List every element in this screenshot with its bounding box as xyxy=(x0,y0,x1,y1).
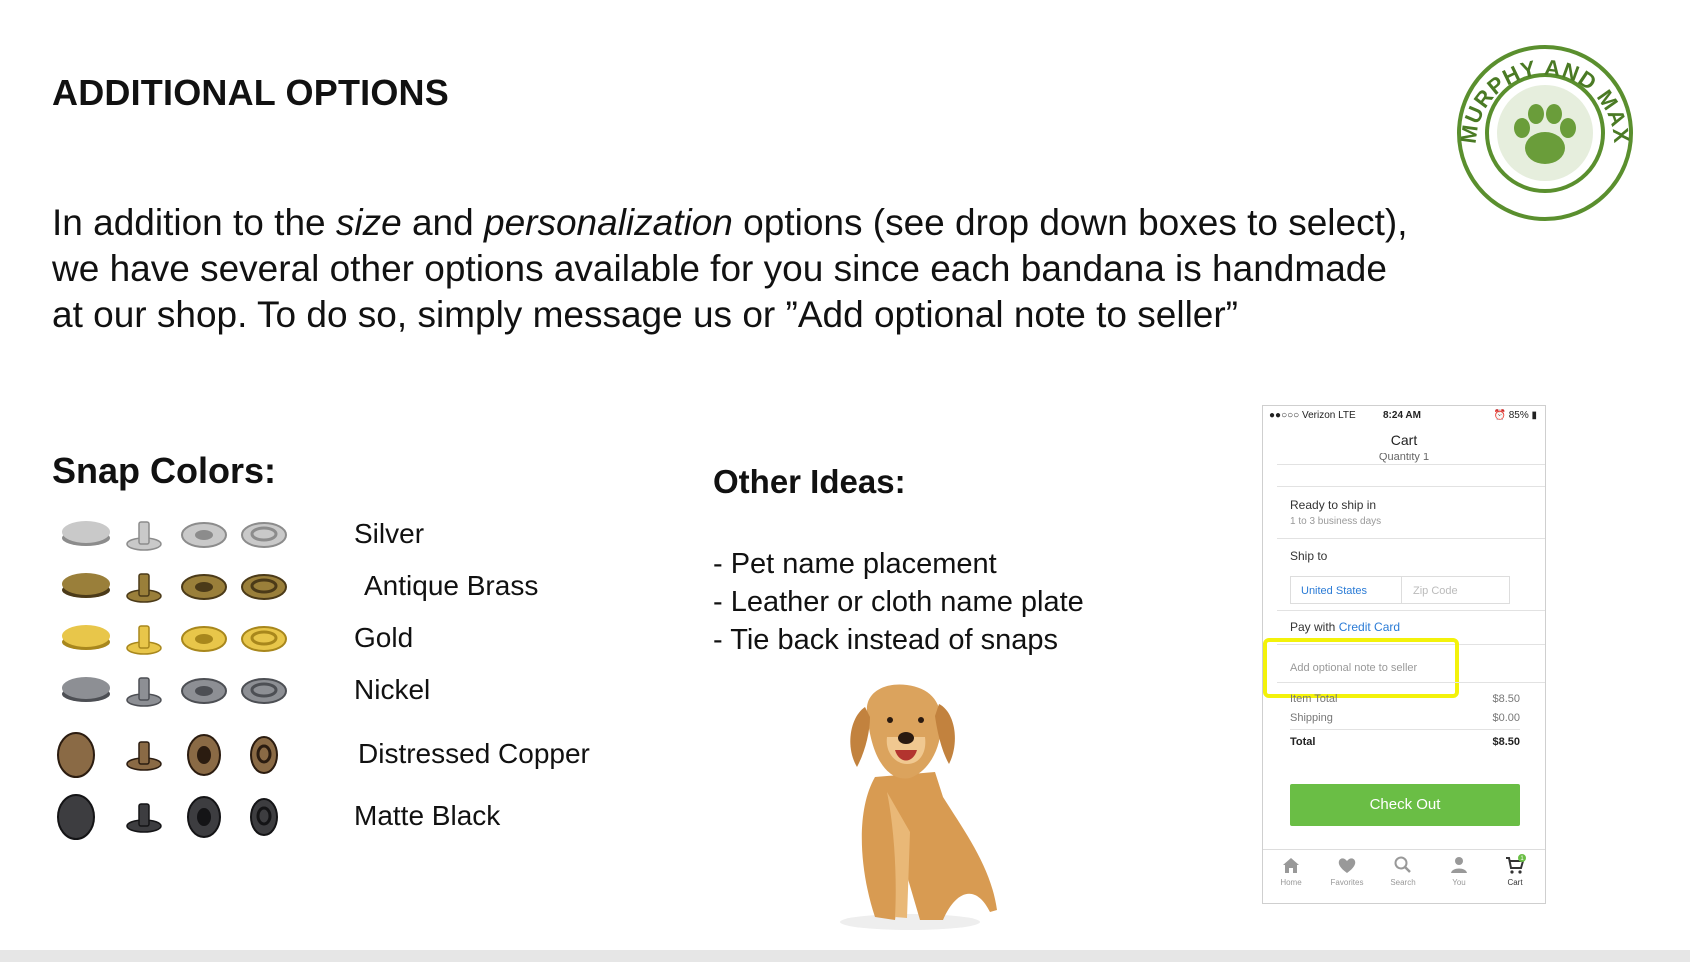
ship-to-select[interactable] xyxy=(1290,576,1510,604)
divider xyxy=(1277,610,1545,611)
snap-stud-icon xyxy=(251,799,277,835)
pay-with-label: Pay with xyxy=(1290,620,1336,634)
snap-cap-icon xyxy=(62,521,110,543)
snap-label-matte-black: Matte Black xyxy=(354,800,501,831)
intro-paragraph xyxy=(52,200,1412,338)
snap-row-antique-brass xyxy=(52,562,692,612)
snap-icons-distressed-copper xyxy=(52,730,312,780)
snap-colors-heading: Snap Colors: xyxy=(52,450,277,491)
zip-code-input[interactable]: Zip Code xyxy=(1413,585,1458,597)
snap-socket-icon xyxy=(195,582,213,592)
snap-cap-icon xyxy=(62,677,110,699)
snap-row-gold xyxy=(52,614,692,664)
item-total-value: $8.50 xyxy=(1492,693,1520,705)
snap-icons-silver xyxy=(52,510,312,560)
phone-tab-bar xyxy=(1263,849,1545,903)
divider xyxy=(1277,464,1545,465)
snap-socket-icon xyxy=(195,686,213,696)
snap-row-silver xyxy=(52,510,692,560)
idea-item: - Pet name placement xyxy=(713,548,997,580)
item-total-row xyxy=(1290,693,1520,705)
golden-retriever-image xyxy=(815,682,1005,932)
pay-with-row[interactable] xyxy=(1290,620,1400,634)
divider xyxy=(1290,729,1520,730)
intro-text-1: In addition to the xyxy=(52,202,336,243)
optional-note-input[interactable]: Add optional note to seller xyxy=(1290,662,1418,674)
snap-cap-icon xyxy=(58,795,94,839)
snap-post-icon xyxy=(139,742,149,764)
search-icon xyxy=(1392,854,1414,876)
cart-badge: 1 xyxy=(1520,856,1524,862)
snap-label-distressed-copper: Distressed Copper xyxy=(358,738,590,769)
idea-item: - Tie back instead of snaps xyxy=(713,624,1058,656)
carrier-text: ●●○○○ Verizon LTE xyxy=(1269,410,1356,421)
snap-row-matte-black xyxy=(52,792,692,842)
person-icon xyxy=(1448,854,1470,876)
phone-status-bar xyxy=(1263,406,1545,426)
snap-icons-nickel xyxy=(52,666,312,716)
snap-socket-icon xyxy=(197,746,211,764)
yellow-highlight-circle xyxy=(1263,638,1459,698)
ship-to-label: Ship to xyxy=(1290,549,1328,563)
tab-favorites[interactable] xyxy=(1319,854,1375,887)
murphy-and-max-logo xyxy=(1456,44,1634,222)
slide-title: ADDITIONAL OPTIONS xyxy=(52,72,449,113)
snap-cap-icon xyxy=(62,573,110,595)
shipping-row xyxy=(1290,712,1520,724)
other-ideas-list xyxy=(713,545,1084,659)
divider xyxy=(1277,682,1545,683)
snap-post-icon xyxy=(139,678,149,700)
snap-icons-matte-black xyxy=(52,792,312,842)
snap-label-gold: Gold xyxy=(354,622,414,653)
snap-cap-icon xyxy=(62,625,110,647)
tab-label: Cart xyxy=(1507,878,1523,887)
intro-em-size: size xyxy=(335,202,402,243)
country-select[interactable]: United States xyxy=(1301,585,1368,597)
check-out-button[interactable]: Check Out xyxy=(1290,784,1520,826)
snap-stud-icon xyxy=(251,737,277,773)
bottom-bar xyxy=(0,950,1690,962)
ready-sub: 1 to 3 business days xyxy=(1290,516,1382,527)
snap-socket-icon xyxy=(195,530,213,540)
tab-label: Search xyxy=(1390,878,1416,887)
snap-label-silver: Silver xyxy=(354,518,425,549)
total-value: $8.50 xyxy=(1492,736,1520,748)
snap-label-antique-brass: Antique Brass xyxy=(364,570,539,601)
tab-label: You xyxy=(1452,878,1466,887)
item-total-label: Item Total xyxy=(1290,693,1338,705)
tab-label: Favorites xyxy=(1330,878,1364,887)
home-icon xyxy=(1280,854,1302,876)
snap-cap-icon xyxy=(58,733,94,777)
intro-em-personalization: personalization xyxy=(484,202,733,243)
tab-cart[interactable] xyxy=(1487,854,1543,887)
tab-search[interactable] xyxy=(1375,854,1431,887)
ready-label: Ready to ship in xyxy=(1290,498,1377,512)
total-label: Total xyxy=(1290,736,1316,748)
pay-method-select[interactable]: Credit Card xyxy=(1338,620,1401,634)
snap-icons-antique-brass xyxy=(52,562,312,612)
snap-post-icon xyxy=(139,522,149,544)
tab-label: Home xyxy=(1280,878,1302,887)
intro-text-3: options (see drop down boxes to select), we have several other options available for you since each bandana is handmade at our shop. To do so, simply message us or ”Add optional note to seller” xyxy=(52,202,1408,335)
cart-icon xyxy=(1504,854,1526,876)
snap-row-nickel xyxy=(52,666,692,716)
quantity-text: Quantity 1 xyxy=(1378,453,1430,463)
tab-you[interactable] xyxy=(1431,854,1487,887)
snap-socket-icon xyxy=(197,808,211,826)
snap-icons-gold xyxy=(52,614,312,664)
tab-home[interactable] xyxy=(1263,854,1319,887)
total-row xyxy=(1290,736,1520,748)
snap-post-icon xyxy=(139,626,149,648)
shipping-label: Shipping xyxy=(1290,712,1333,724)
snap-post-icon xyxy=(139,804,149,826)
snap-post-icon xyxy=(139,574,149,596)
divider xyxy=(1401,577,1402,603)
snap-socket-icon xyxy=(195,634,213,644)
other-ideas-heading: Other Ideas: xyxy=(713,463,906,500)
divider xyxy=(1277,538,1545,539)
snap-row-distressed-copper xyxy=(52,730,692,780)
shipping-value: $0.00 xyxy=(1492,712,1520,724)
intro-text-2: and xyxy=(401,202,484,243)
divider xyxy=(1277,486,1545,487)
status-time: 8:24 AM xyxy=(1383,410,1421,421)
logo-text: MURPHY AND MAX xyxy=(1456,54,1634,145)
cart-title: Cart xyxy=(1390,432,1418,448)
idea-item: - Leather or cloth name plate xyxy=(713,586,1084,618)
heart-icon xyxy=(1336,854,1358,876)
snap-label-nickel: Nickel xyxy=(354,674,431,705)
battery-text: ⏰ 85% ▮ xyxy=(1493,410,1537,421)
phone-cart-screenshot xyxy=(1262,405,1546,904)
